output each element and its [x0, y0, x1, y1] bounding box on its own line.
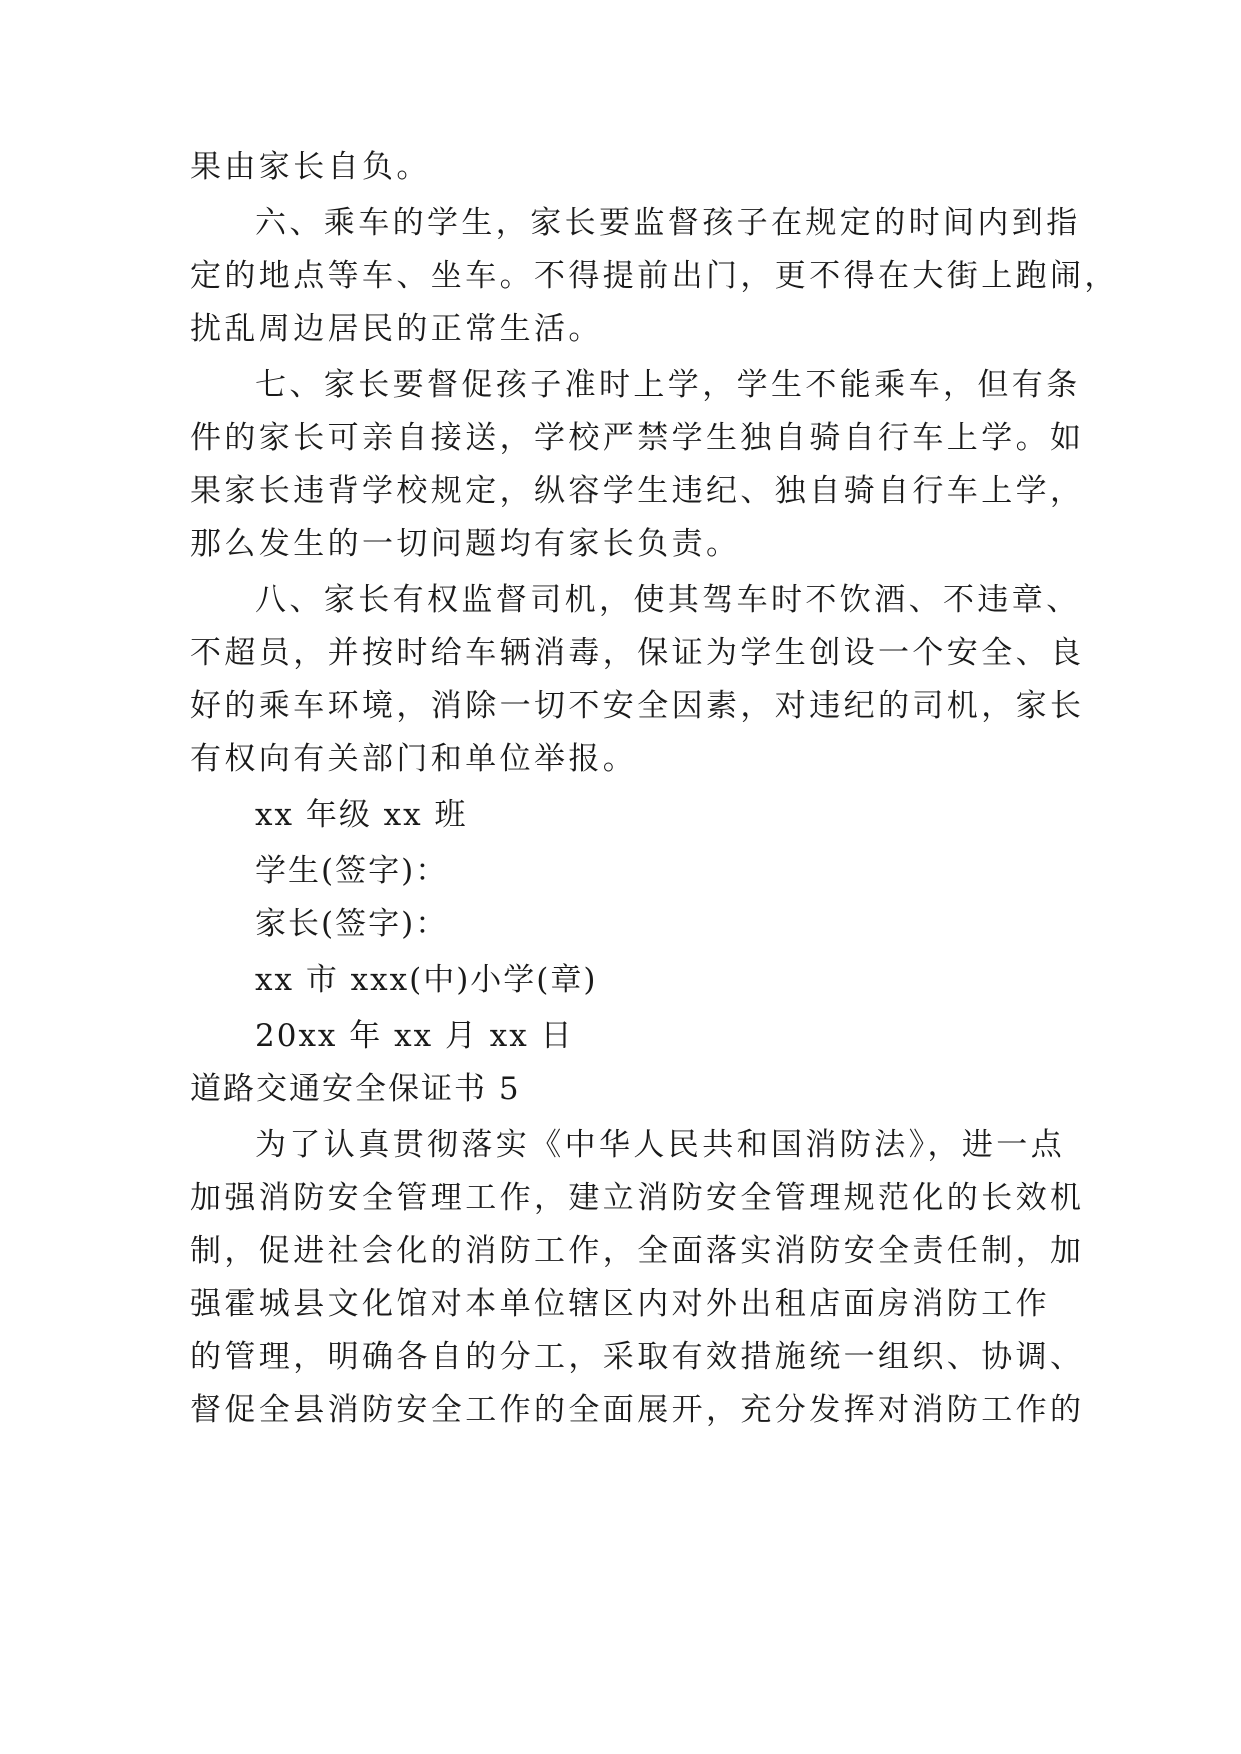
paragraph-line: 为了认真贯彻落实《中华人民共和国消防法》，进一点	[255, 1127, 1066, 1163]
paragraph-line: 八、家长有权监督司机，使其驾车时不饮酒、不违章、	[255, 582, 1081, 618]
parent-signature-line: 家长(签字)：	[255, 906, 449, 942]
paragraph-line: 不超员，并按时给车辆消毒，保证为学生创设一个安全、良	[190, 635, 1085, 671]
paragraph-line: 的管理，明确各自的分工，采取有效措施统一组织、协调、	[190, 1339, 1085, 1375]
paragraph-line: 有权向有关部门和单位举报。	[190, 741, 638, 777]
paragraph-line: 加强消防安全管理工作，建立消防安全管理规范化的长效机	[190, 1180, 1085, 1216]
paragraph-line: 件的家长可亲自接送，学校严禁学生独自骑自行车上学。如	[190, 420, 1085, 456]
student-signature-line: 学生(签字)：	[255, 853, 449, 889]
paragraph-line: 果家长违背学校规定，纵容学生违纪、独自骑自行车上学，	[190, 473, 1085, 509]
section-title: 道路交通安全保证书 5	[190, 1071, 521, 1107]
paragraph-line: 强霍城县文化馆对本单位辖区内对外出租店面房消防工作	[190, 1286, 1050, 1322]
paragraph-line: 好的乘车环境，消除一切不安全因素，对违纪的司机，家长	[190, 688, 1085, 724]
paragraph-line: 制，促进社会化的消防工作，全面落实消防安全责任制，加	[190, 1233, 1085, 1269]
paragraph-line: 扰乱周边居民的正常生活。	[190, 311, 603, 347]
class-signature-line: xx 年级 xx 班	[255, 797, 468, 833]
date-line: 20xx 年 xx 月 xx 日	[255, 1018, 574, 1054]
school-seal-line: xx 市 xxx(中)小学(章)	[255, 962, 598, 998]
paragraph-line: 定的地点等车、坐车。不得提前出门，更不得在大街上跑闹，	[190, 258, 1119, 294]
paragraph-line: 那么发生的一切问题均有家长负责。	[190, 526, 741, 562]
paragraph-line: 果由家长自负。	[190, 149, 431, 185]
paragraph-line: 六、乘车的学生，家长要监督孩子在规定的时间内到指	[255, 205, 1081, 241]
paragraph-line: 督促全县消防安全工作的全面展开，充分发挥对消防工作的	[190, 1392, 1085, 1428]
paragraph-line: 七、家长要督促孩子准时上学，学生不能乘车，但有条	[255, 367, 1081, 403]
